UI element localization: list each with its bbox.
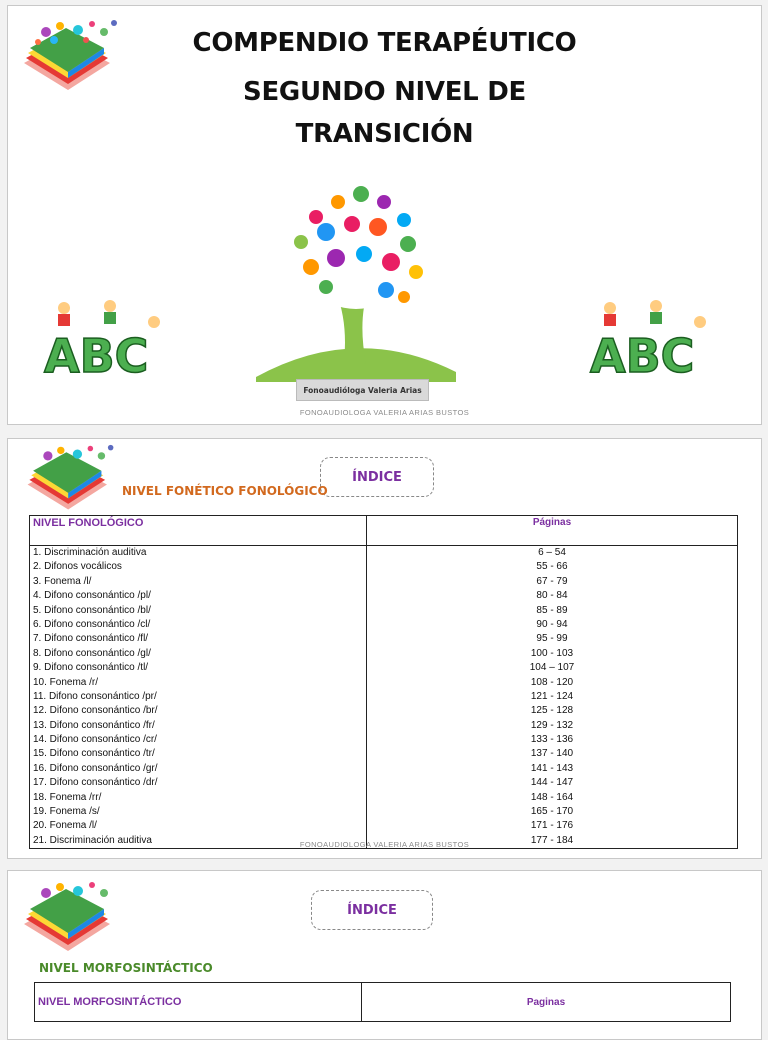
index-row-pages: 165 - 170 xyxy=(530,806,574,818)
index-page-phonological xyxy=(7,438,762,859)
index-table xyxy=(29,515,738,849)
rows-labels-cell xyxy=(30,546,367,849)
index-row-label: 4. Difono consonántico /pl/ xyxy=(33,590,151,602)
column-header-level: NIVEL FONOLÓGICO xyxy=(30,516,367,546)
index-row-pages: 137 - 140 xyxy=(530,748,574,760)
section-heading: NIVEL FONÉTICO FONOLÓGICO xyxy=(122,484,328,498)
index-page-morphosyntactic xyxy=(7,870,762,1040)
index-row-label: 19. Fonema /s/ xyxy=(33,806,100,818)
index-row-label: 21. Discriminación auditiva xyxy=(33,834,152,846)
column-header-pages: Paginas xyxy=(362,983,731,1022)
index-row-pages: 125 - 128 xyxy=(530,705,574,717)
index-row-pages: 90 - 94 xyxy=(536,618,568,630)
index-row-label: 7. Difono consonántico /fl/ xyxy=(33,633,149,645)
index-row-label: 17. Difono consonántico /dr/ xyxy=(33,777,158,789)
abc-letters: ABC xyxy=(44,329,149,376)
indice-box: ÍNDICE xyxy=(320,457,434,497)
section-heading: NIVEL MORFOSINTÁCTICO xyxy=(39,961,213,975)
column-header-level: NIVEL MORFOSINTÁCTICO xyxy=(35,983,362,1022)
index-row-label: 5. Difono consonántico /bl/ xyxy=(33,604,151,616)
index-table xyxy=(34,982,731,1022)
index-row-pages: 85 - 89 xyxy=(536,604,568,616)
title-line-3: TRANSICIÓN xyxy=(295,119,474,149)
abc-letters-right: ABC xyxy=(590,329,695,376)
table-header-row xyxy=(30,516,738,546)
title-line-2: SEGUNDO NIVEL DE xyxy=(243,77,526,107)
book-logo-icon xyxy=(18,443,123,515)
index-row-label: 1. Discriminación auditiva xyxy=(33,547,147,558)
index-row-label: 3. Fonema /l/ xyxy=(33,575,92,587)
index-row-pages: 80 - 84 xyxy=(536,590,568,602)
index-row-label: 16. Difono consonántico /gr/ xyxy=(33,762,158,774)
author-caption: Fonoaudióloga Valeria Arias xyxy=(296,379,429,401)
index-row-label: 15. Difono consonántico /tr/ xyxy=(33,748,155,760)
index-row-label: 14. Difono consonántico /cr/ xyxy=(33,734,157,746)
hand-tree-icon xyxy=(256,172,456,382)
index-row-pages: 55 - 66 xyxy=(536,561,568,573)
index-row-pages: 108 - 120 xyxy=(530,676,574,688)
index-row-label: 9. Difono consonántico /tl/ xyxy=(33,662,149,674)
index-row-pages: 6 – 54 xyxy=(538,547,566,558)
index-row-pages: 95 - 99 xyxy=(536,633,568,645)
index-row-pages: 100 - 103 xyxy=(530,647,574,659)
index-row-label: 6. Difono consonántico /cl/ xyxy=(33,618,151,630)
index-row-label: 10. Fonema /r/ xyxy=(33,676,99,688)
index-row-pages: 141 - 143 xyxy=(530,762,574,774)
page-footer: FONOAUDIOLOGA VALERIA ARIAS BUSTOS xyxy=(299,408,470,417)
index-row-label: 2. Difonos vocálicos xyxy=(33,561,122,573)
index-row-label: 20. Fonema /l/ xyxy=(33,820,97,832)
index-row-label: 11. Difono consonántico /pr/ xyxy=(33,690,157,702)
index-row-pages: 121 - 124 xyxy=(530,690,574,702)
title-line-1: COMPENDIO TERAPÉUTICO xyxy=(192,28,577,58)
index-row-label: 8. Difono consonántico /gl/ xyxy=(33,647,151,659)
abc-kids-icon-right xyxy=(588,296,718,376)
page-footer: FONOAUDIOLOGA VALERIA ARIAS BUSTOS xyxy=(299,840,470,849)
index-row-pages: 148 - 164 xyxy=(530,791,574,803)
table-header-row xyxy=(35,983,731,1022)
index-row-pages: 177 - 184 xyxy=(530,834,574,846)
abc-kids-icon xyxy=(42,296,172,376)
rows-pages-cell xyxy=(367,546,738,849)
index-row-pages: 144 - 147 xyxy=(530,777,574,789)
index-row-pages: 104 – 107 xyxy=(529,662,575,674)
index-row-label: 13. Difono consonántico /fr/ xyxy=(33,719,155,731)
index-row-pages: 133 - 136 xyxy=(530,734,574,746)
column-header-pages: Páginas xyxy=(367,516,738,546)
index-row-label: 18. Fonema /rr/ xyxy=(33,791,102,803)
indice-box: ÍNDICE xyxy=(311,890,433,930)
book-logo-icon xyxy=(18,879,123,957)
index-row-pages: 171 - 176 xyxy=(530,820,574,832)
index-row-pages: 67 - 79 xyxy=(536,575,568,587)
index-row-label: 12. Difono consonántico /br/ xyxy=(33,705,158,717)
cover-page xyxy=(7,5,762,425)
index-row-pages: 129 - 132 xyxy=(530,719,574,731)
